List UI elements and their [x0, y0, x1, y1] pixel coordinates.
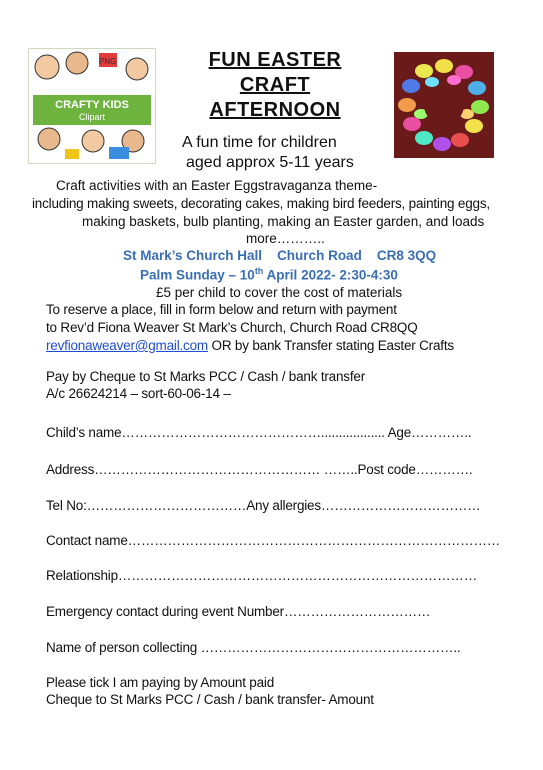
child-name-field[interactable]: Child’s name……………………………………….................. Age…………..	[46, 425, 472, 440]
venue-place: St Mark’s Church Hall	[123, 248, 263, 263]
reserve-line-3	[46, 338, 454, 353]
description-line-3: making baskets, bulb planting, making an Easter garden, and loads	[82, 214, 485, 229]
event-date-prefix: Palm Sunday – 10	[140, 267, 255, 283]
title-line-2: CRAFT	[239, 74, 311, 96]
person-collecting-field[interactable]: Name of person collecting …………………………………………………..	[46, 640, 461, 655]
event-date-suffix: April 2022- 2:30-4:30	[263, 267, 398, 283]
description-line-2: including making sweets, decorating cakes, making bird feeders, painting eggs,	[32, 196, 490, 211]
venue-road: Church Road	[277, 248, 362, 263]
tel-allergies-field[interactable]: Tel No:………………………………Any allergies………………………………	[46, 498, 481, 513]
reserve-line-2: to Rev’d Fiona Weaver St Mark’s Church, Church Road CR8QQ	[46, 320, 418, 335]
clipart-sub: Clipart	[78, 112, 105, 122]
payment-tick-line-2[interactable]: Cheque to St Marks PCC / Cash / bank transfer- Amount	[46, 692, 374, 707]
venue-postcode: CR8 3QQ	[376, 248, 437, 263]
title-line-1: FUN EASTER	[208, 49, 342, 71]
price-note: £5 per child to cover the cost of materials	[156, 285, 403, 300]
event-date-sup: th	[254, 266, 264, 276]
intro-line-2: aged approx 5-11 years	[186, 154, 354, 171]
description-line-1: Craft activities with an Easter Eggstravaganza theme-	[56, 178, 378, 193]
intro-line-1: A fun time for children	[182, 134, 337, 151]
title-line-3: AFTERNOON	[209, 99, 341, 121]
address-field[interactable]: Address…………………………………………… ……..Post code………….	[46, 462, 473, 477]
event-date	[140, 266, 398, 283]
payment-tick-line-1: Please tick I am paying by Amount paid	[46, 675, 275, 690]
contact-name-field[interactable]: Contact name…………………………………………………………………………	[46, 533, 501, 548]
reserve-line-1: To reserve a place, fill in form below and return with payment	[46, 302, 397, 317]
payment-line-1: Pay by Cheque to St Marks PCC / Cash / bank transfer	[46, 369, 365, 384]
clipart-tag: PNG	[99, 57, 117, 66]
email-link[interactable]: revfionaweaver@gmail.com	[46, 338, 208, 353]
reserve-line-3-rest: OR by bank Transfer stating Easter Crafts	[207, 338, 454, 353]
payment-line-2: A/c 26624214 – sort-60-06-14 –	[46, 386, 231, 401]
description-line-4: more………..	[246, 231, 325, 246]
relationship-field[interactable]: Relationship………………………………………………………………………	[46, 568, 477, 583]
easter-egg-wreath-photo	[394, 52, 494, 158]
venue-line	[123, 248, 436, 263]
emergency-contact-field[interactable]: Emergency contact during event Number……………………………	[46, 604, 431, 619]
crafty-kids-clipart	[28, 48, 156, 164]
clipart-label: CRAFTY KIDS	[55, 99, 129, 111]
wreath-illustration	[394, 52, 494, 158]
